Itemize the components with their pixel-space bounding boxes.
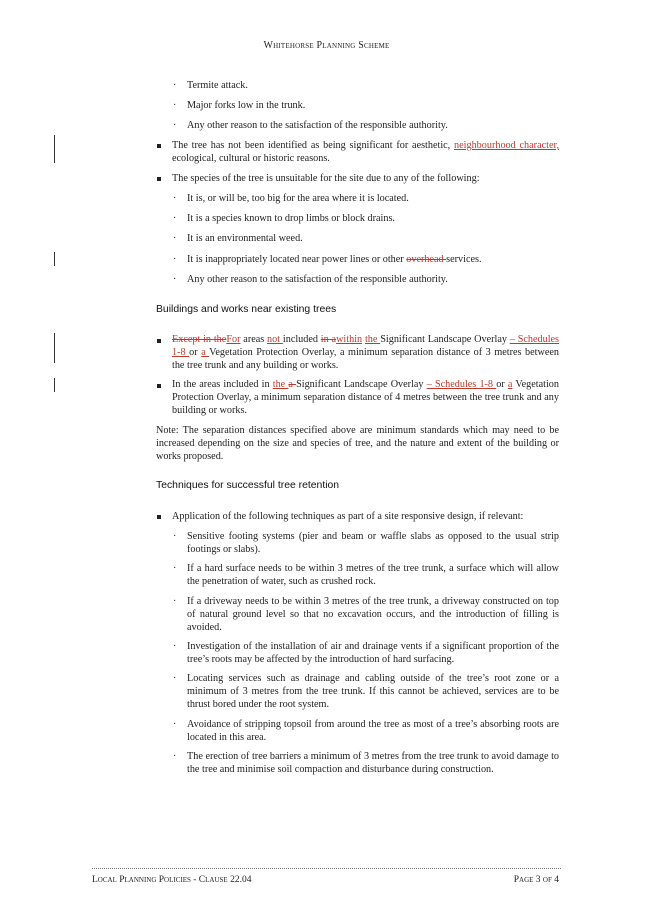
list-item: It is inappropriately located near power lines or other overhead services.	[187, 254, 482, 265]
change-bar	[54, 378, 55, 392]
sub-bullet: ·	[173, 751, 177, 762]
bullet-icon	[157, 144, 161, 148]
sub-bullet: ·	[173, 719, 177, 730]
list-item: It is an environmental weed.	[187, 233, 303, 244]
list-item: It is, or will be, too big for the area where it is located.	[187, 193, 409, 204]
sub-bullet: ·	[173, 641, 177, 652]
list-item: Application of the following techniques as part of a site responsive design, if relevant:	[172, 511, 524, 522]
footer-page-number: Page 3 of 4	[513, 875, 559, 885]
list-item: If a driveway needs to be within 3 metres of the tree trunk, a driveway constructed on top of natural ground level so that no excavation occurs, and the introduction of filling is avoided.	[187, 596, 559, 634]
list-item: Termite attack.	[187, 80, 248, 91]
footer-left: Local Planning Policies - Clause 22.04	[92, 875, 252, 885]
bullet-icon	[157, 515, 161, 519]
change-bar	[54, 252, 55, 266]
change-bar	[54, 135, 55, 163]
running-header: Whitehorse Planning Scheme	[263, 40, 390, 51]
section-heading: Techniques for successful tree retention	[156, 480, 340, 491]
list-item: The tree has not been identified as being significant for aesthetic, neighbourhood character, ecological, cultural or historic reasons.	[172, 140, 559, 165]
sub-bullet: ·	[173, 596, 177, 607]
list-item: Sensitive footing systems (pier and beam or waffle slabs as opposed to the usual strip footings or slabs).	[187, 531, 559, 556]
bullet-icon	[157, 177, 161, 181]
sub-bullet: ·	[173, 80, 177, 91]
list-item: If a hard surface needs to be within 3 metres of the tree trunk, a surface which will allow the penetration of water, such as crushed rock.	[187, 563, 559, 588]
list-item: Any other reason to the satisfaction of the responsible authority.	[187, 274, 448, 285]
sub-bullet: ·	[173, 254, 177, 265]
list-item: Locating services such as drainage and cabling outside of the tree’s root zone or a minimum of 3 metres from the tree trunk. If this cannot be achieved, services are to be thrust bored under the root system.	[187, 673, 559, 711]
sub-bullet: ·	[173, 100, 177, 111]
section-heading: Buildings and works near existing trees	[156, 304, 337, 315]
bullet-icon	[157, 384, 161, 388]
footer-rule	[92, 868, 561, 869]
sub-bullet: ·	[173, 673, 177, 684]
sub-bullet: ·	[173, 274, 177, 285]
list-item: It is a species known to drop limbs or block drains.	[187, 213, 395, 224]
list-item: Avoidance of stripping topsoil from around the tree as most of a tree’s absorbing roots are located in this area.	[187, 719, 559, 744]
change-bar	[54, 333, 55, 363]
list-item: In the areas included in the a Significant Landscape Overlay – Schedules 1-8 or a Vegetation Protection Overlay, a minimum separation distance of 4 metres between the tree trunk and any building or works.	[172, 379, 559, 417]
list-item: Major forks low in the trunk.	[187, 100, 306, 111]
sub-bullet: ·	[173, 233, 177, 244]
sub-bullet: ·	[173, 563, 177, 574]
list-item: Any other reason to the satisfaction of the responsible authority.	[187, 120, 448, 131]
sub-bullet: ·	[173, 531, 177, 542]
list-item: The species of the tree is unsuitable for the site due to any of the following:	[172, 173, 480, 184]
bullet-icon	[157, 339, 161, 343]
note-paragraph: Note: The separation distances specified above are minimum standards which may need to be increased depending on the size and species of tree, and the nature and extent of the building or works proposed.	[156, 425, 559, 463]
list-item: The erection of tree barriers a minimum of 3 metres from the tree trunk to avoid damage to the tree and minimise soil compaction and disturbance during construction.	[187, 751, 559, 776]
list-item: Except in theFor areas not included in awithin the Significant Landscape Overlay – Schedules 1-8 or a Vegetation Protection Overlay, a minimum separation distance of 3 metres between the tree trunk and any building or works.	[172, 334, 560, 372]
sub-bullet: ·	[173, 120, 177, 131]
list-item: Investigation of the installation of air and drainage vents if a significant proportion of the tree’s roots may be affected by the introduction of hard surfacing.	[187, 641, 559, 666]
sub-bullet: ·	[173, 213, 177, 224]
sub-bullet: ·	[173, 193, 177, 204]
